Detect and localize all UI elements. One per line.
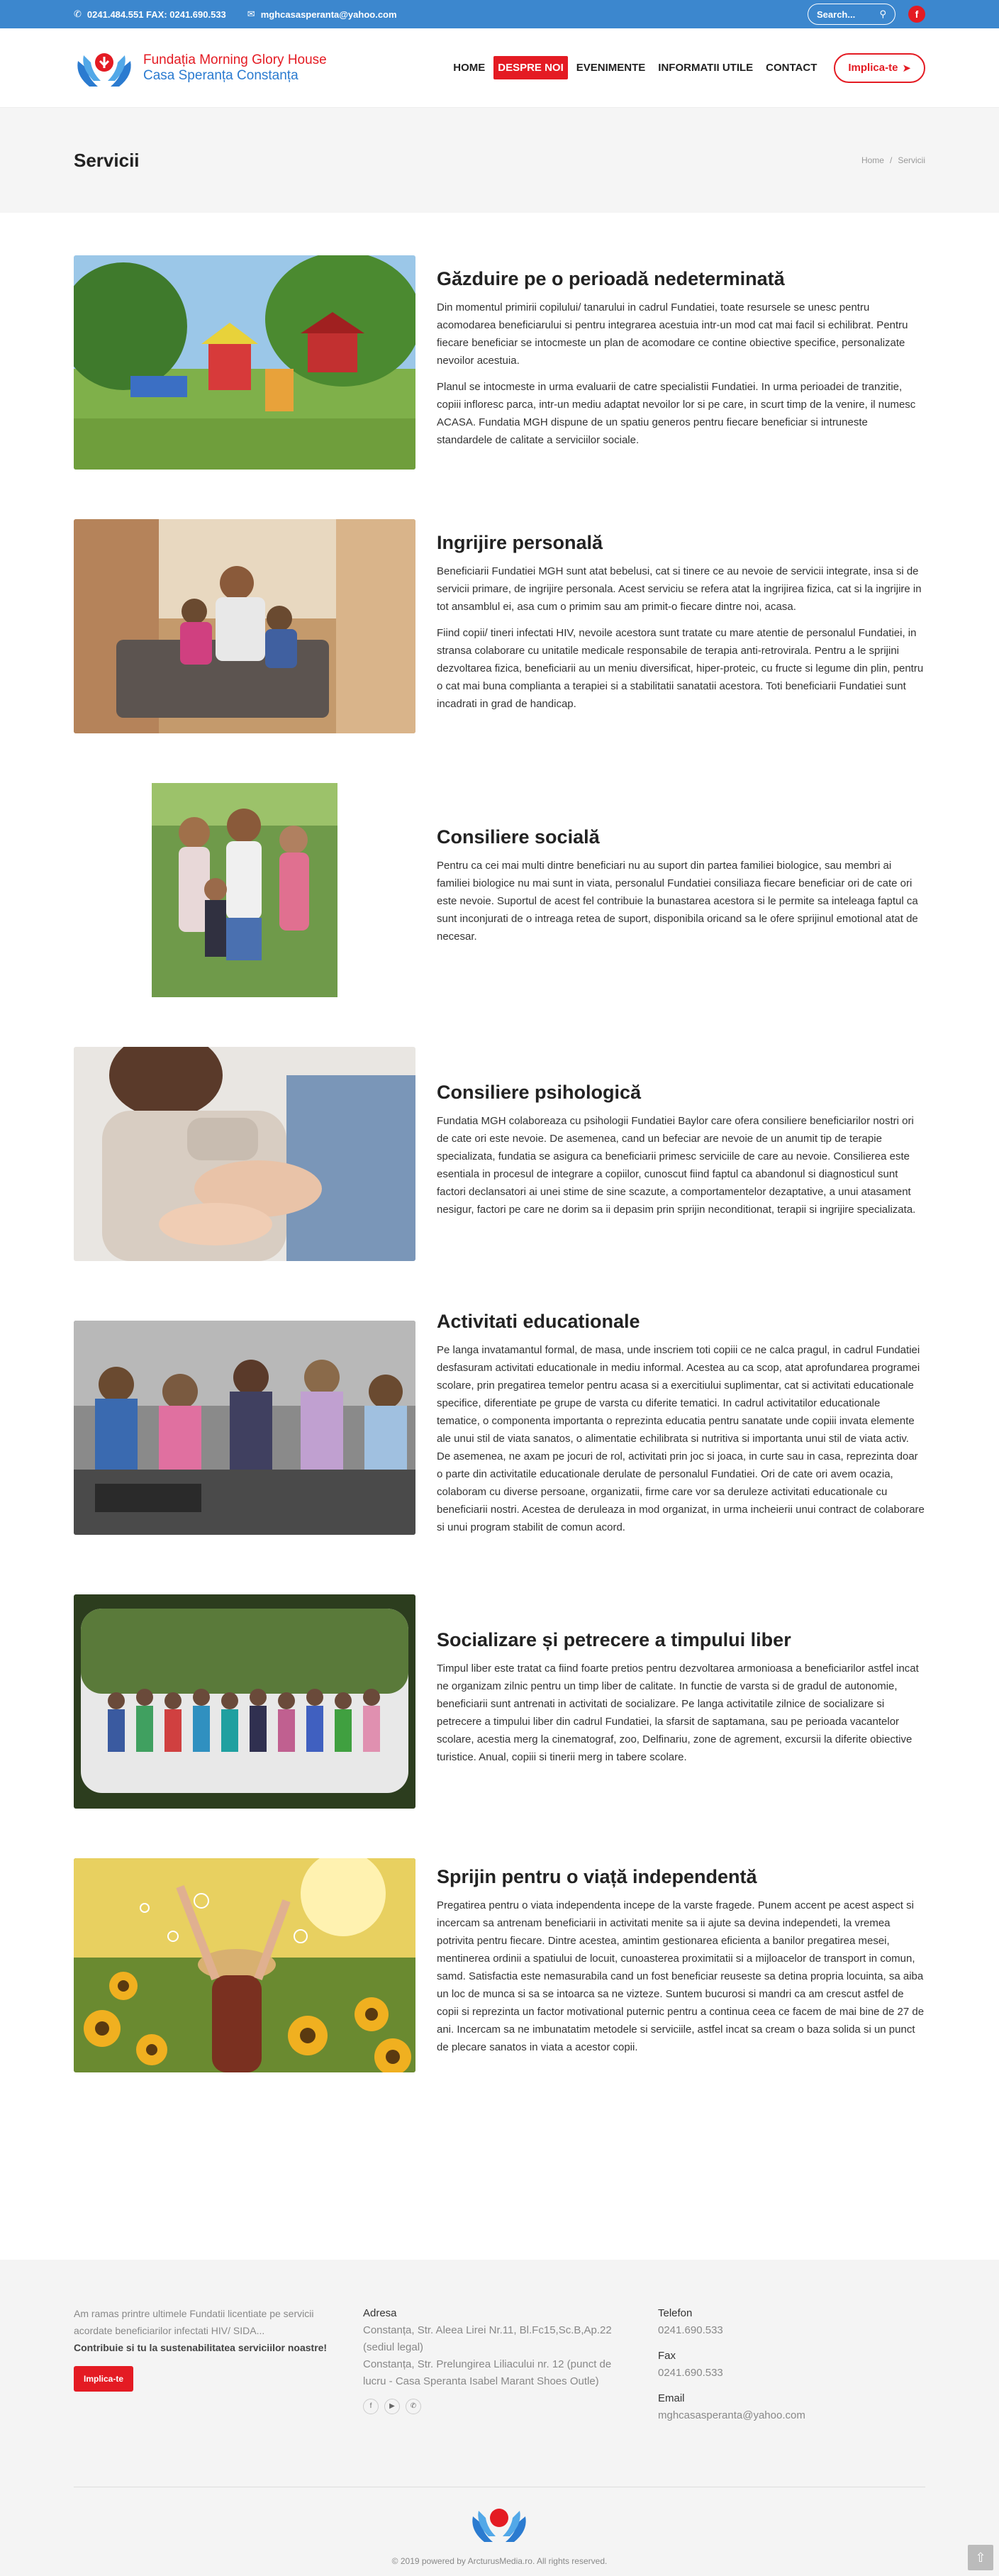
- footer-implica-te-button[interactable]: Implica-te: [74, 2366, 133, 2392]
- group-photo: [74, 783, 415, 997]
- footer-about-text: Am ramas printre ultimele Fundatii licentiate pe servicii acordate beneficiarilor infectati HIV/ SIDA...: [74, 2308, 314, 2336]
- arrow-up-icon[interactable]: ⇧: [968, 2545, 993, 2570]
- social-links: [363, 2399, 630, 2414]
- implica-te-button[interactable]: Implica-te ➤: [834, 53, 925, 83]
- topbar-email-text[interactable]: mghcasasperanta@yahoo.com: [260, 9, 397, 20]
- service-title: Ingrijire personală: [437, 531, 603, 553]
- footer-address: [363, 2305, 630, 2424]
- service-paragraph: Pentru ca cei mai multi dintre beneficiari nu au suport din partea familiei biologice, sau membri ai familiei biologice nu mai sunt in viata, personalul Fundatiei consiliaza fiecare beneficiar ori de cate ori este nevoie. Suportul de acest fel contribuie la bunastarea acestora si le permite sa inteleaga faptul ca sunt inconjurati de o intreaga retea de suport, disponibila oricand sa le ofere sprijinul emotional atat de necesar.: [437, 860, 918, 943]
- page-title: Servicii: [74, 149, 140, 171]
- service-socializare: [74, 1594, 925, 1809]
- footer-email[interactable]: mghcasasperanta@yahoo.com: [658, 2409, 805, 2421]
- service-paragraph: Din momentul primirii copilului/ tanarului in cadrul Fundatiei, toate resursele se unesc pentru acomodarea beneficiarului si pentru integrarea acestuia intr-un mod cat mai facil si echilibrat. Pentru fiecare beneficiar se intocmeste un plan de acomodare ce contine obiective specifice, personalizate nevoilor acestuia.: [437, 301, 908, 367]
- service-consiliere-psihologica: [74, 1047, 925, 1261]
- breadcrumb-home[interactable]: Home: [861, 155, 884, 165]
- top-bar: [0, 0, 999, 28]
- youtube-icon[interactable]: ▶: [384, 2399, 400, 2414]
- search-icon[interactable]: ⚲: [879, 9, 886, 19]
- counseling-photo: [74, 1047, 415, 1261]
- phone-icon: ✆: [74, 9, 82, 19]
- whatsapp-icon[interactable]: ✆: [406, 2399, 421, 2414]
- facebook-icon[interactable]: f: [363, 2399, 379, 2414]
- topbar-phone-text: 0241.484.551 FAX: 0241.690.533: [86, 9, 226, 20]
- footer-contact: [658, 2305, 871, 2424]
- facebook-icon[interactable]: f: [908, 6, 925, 23]
- footer-about: [74, 2305, 335, 2424]
- service-paragraph: Fundatia MGH colaboreaza cu psihologii Fundatiei Baylor care ofera consiliere beneficiarilor nostri ori de cate ori este nevoie. De asemenea, cand un befeciar are nevoie de un anumit tip de terapie specializata, fundatia se asigura ca beneficiarii primesc serviciile de care au nevoie. Consilierea este esentiala in procesul de integrare a copiilor, cunoscut fiind faptul ca abandonul si diagnosticul sunt factori declansatori ai unei stime de sine scazute, a comportamentelor dezaptative, a unui atasament nesigur, factori pe care ne dorim sa ii depasim prin sprijin neconditionat, terapii si ingrijire specializata.: [437, 1114, 916, 1216]
- service-viata-independenta: [74, 1858, 925, 2072]
- nav-evenimente[interactable]: EVENIMENTE: [576, 62, 646, 74]
- footer-fax: 0241.690.533: [658, 2367, 723, 2379]
- search-input[interactable]: [808, 4, 895, 25]
- service-gazduire: [74, 255, 925, 470]
- playground-photo: [74, 255, 415, 470]
- sunflower-field-photo: [74, 1858, 415, 2072]
- page-title-bar: [0, 108, 999, 213]
- breadcrumb: [861, 155, 925, 165]
- service-ingrijire: [74, 519, 925, 733]
- copyright: © 2019 powered by ArcturusMedia.ro. All rights reserved.: [391, 2556, 608, 2566]
- site-logo[interactable]: [74, 47, 327, 89]
- service-paragraph: Pe langa invatamantul formal, de masa, unde inscriem toti copiii ce ne calca pragul, in cadrul Fundatiei desfasuram activitati educationale in mediu informal. Acestea au ca scop, atat aprofundarea programei scolare, prin pregatirea temelor pentru acasa si a exercitiului suplimentar, cat si activitati educationale specifice, diferentiate pe grupe de varsta cu diferite tematici. In cadrul activitatilor educationale tematice, o componenta importanta o reprezinta educatia pentru sanatate unde copiii invata elemente ale unui stil de viata sanatos, o alimentatie echilibrata si nutritiva si importanta unui stil de viata activ. De asemenea, ne axam pe jocuri de rol, activitati prin joc si joaca, in curte sau in casa, reprezinta doar o parte din activitatile educationale derulate de personalul Fundatiei. Ori de cate ori avem ocazia, colaboram cu diverse persoane, organizatii, firme care vor sa deruleze activitati educationale cu beneficiarii nostri. Acestea de deruleaza in mod organizat, in urma incheierii unui contract de colaborare si unui program stabilit de comun acord.: [437, 1344, 925, 1533]
- nav-despre-noi[interactable]: DESPRE NOI: [493, 56, 568, 79]
- address-legal: Constanța, Str. Aleea Lirei Nr.11, Bl.Fc15,Sc.B,Ap.22 (sediul legal): [363, 2324, 612, 2353]
- logo-subtitle: Casa Speranța Constanța: [143, 67, 298, 83]
- logo-title: Fundația Morning Glory House: [143, 52, 327, 67]
- service-paragraph: Beneficiarii Fundatiei MGH sunt atat bebelusi, cat si tinere ce au nevoie de servicii integrate, insa si de servicii primare, de ingrijire personala. Acest serviciu se refera atat la ingrijirea fizica, cat si la ingrijire in tot ansamblul ei, asa cum o primim sau am primit-o fiecare dintre noi, acasa.: [437, 565, 922, 613]
- site-footer: [0, 2260, 999, 2576]
- nav-informatii-utile[interactable]: INFORMATII UTILE: [658, 62, 754, 74]
- site-header: [0, 28, 999, 108]
- service-title: Găzduire pe o perioadă nedeterminată: [437, 267, 785, 289]
- service-paragraph: Planul se intocmeste in urma evaluarii de catre specialistii Fundatiei. In urma perioadei de tranzitie, copiii infloresc parca, intr-un mediu adaptat nevoilor lor si pe care, in scurt timp de la venire, il numesc ACASA. Fundatia MGH dispune de un spatiu generos pentru fiecare beneficiar si intruneste standardele de calitate a serviciilor sociale.: [437, 380, 916, 446]
- main-nav: [449, 53, 925, 83]
- classroom-photo: [74, 1321, 415, 1535]
- phone-heading: Telefon: [658, 2307, 693, 2319]
- arrow-right-circle-icon: ➤: [902, 62, 911, 74]
- breadcrumb-current: Servicii: [898, 155, 925, 165]
- service-paragraph: Pregatirea pentru o viata independenta incepe de la varste fragede. Punem accent pe acest aspect si incercam sa antrenam beneficiarii in activitati menite sa ii ajute sa devina independeti, la vremea potrivita pentru fiecare. Dintre acestea, amintim gestionarea eficienta a banilor pregatirea mesei, mentinerea ordinii a spatiului de locuit, cunoasterea proximitatii si a mijloacelor de transport in comun, samd. Satisfactia este nemasurabila cand un fost beneficiar reuseste sa detina propria locuinta, sa aiba un loc de munca si sa se intoarca sa ne vizteze. Suntem bucurosi si mandri ca am crescut astfel de copii si reprezinta un factor motivational puternic pentru a continua ceea ce facem de mai bine de 27 de ani. Incercam sa ne imbunatatim metodele si serviciile, astfel incat sa cream o baza solida si un punct de plecare sanatos in viata a acestor copii.: [437, 1899, 925, 2053]
- footer-logo-icon[interactable]: [464, 2502, 535, 2545]
- service-consiliere-sociala: [74, 783, 925, 997]
- services-list: [0, 213, 999, 2072]
- service-paragraph: Fiind copii/ tineri infectati HIV, nevoile acestora sunt tratate cu mare atentie de personalul Fundatiei, in stransa colaborare cu unitatile medicale responsabile de terapia anti-retrovirala. Pentru a le sprijini dezvoltarea fizica, beneficiarii au un meniu diversificat, hiper-proteic, cu fructe si legume din plin, pentru o cat mai buna complianta a terapiei si a stabilitatii sanatatii acestora. Toti beneficiarii Fundatiei sunt incadrati in grad de handicap.: [437, 626, 924, 710]
- address-work: Constanța, Str. Prelungirea Liliacului nr. 12 (punct de lucru - Casa Speranta Isabel Marant Shoes Outle): [363, 2358, 612, 2387]
- group-outing-photo: [74, 1594, 415, 1809]
- logo-hands-icon: [74, 47, 135, 89]
- service-title: Sprijin pentru o viață independentă: [437, 1866, 757, 1887]
- service-title: Consiliere psihologică: [437, 1081, 642, 1103]
- topbar-email[interactable]: [247, 9, 397, 20]
- mail-icon: ✉: [247, 9, 255, 19]
- footer-phone: 0241.690.533: [658, 2324, 723, 2336]
- breadcrumb-separator: /: [889, 155, 893, 165]
- fax-heading: Fax: [658, 2350, 676, 2362]
- caregiver-children-photo: [74, 519, 415, 733]
- search-placeholder[interactable]: Search...: [817, 9, 856, 20]
- service-title: Activitati educationale: [437, 1311, 640, 1332]
- topbar-phone: [74, 9, 226, 20]
- nav-home[interactable]: HOME: [453, 62, 486, 74]
- address-heading: Adresa: [363, 2307, 397, 2319]
- service-title: Consiliere socială: [437, 826, 600, 848]
- service-activitati-educationale: [74, 1311, 925, 1545]
- service-title: Socializare și petrecere a timpului liber: [437, 1628, 791, 1650]
- service-paragraph: Timpul liber este tratat ca fiind foarte pretios pentru dezvoltarea armonioasa a beneficiarilor astfel incat ne organizam zilnic pentru un timp liber de calitate. In functie de varsta si de gradul de autonomie, beneficiarii sunt antrenati in activitati de socializare. Pe langa activitatile zilnice de socializare si petrecere a timpului liber din cadrul Fundatiei, la sfarsit de saptamana, sau pe perioada vacantelor scolare, acestia merg la cinematograf, zoo, Delfinariu, zone de agrement, excursii la diferite obiective turistice. Anual, copiii si tinerii merg in tabere scolare.: [437, 1662, 919, 1763]
- email-heading: Email: [658, 2392, 685, 2404]
- nav-contact[interactable]: CONTACT: [766, 62, 817, 74]
- footer-about-bold: Contribuie si tu la sustenabilitatea serviciilor noastre!: [74, 2342, 328, 2353]
